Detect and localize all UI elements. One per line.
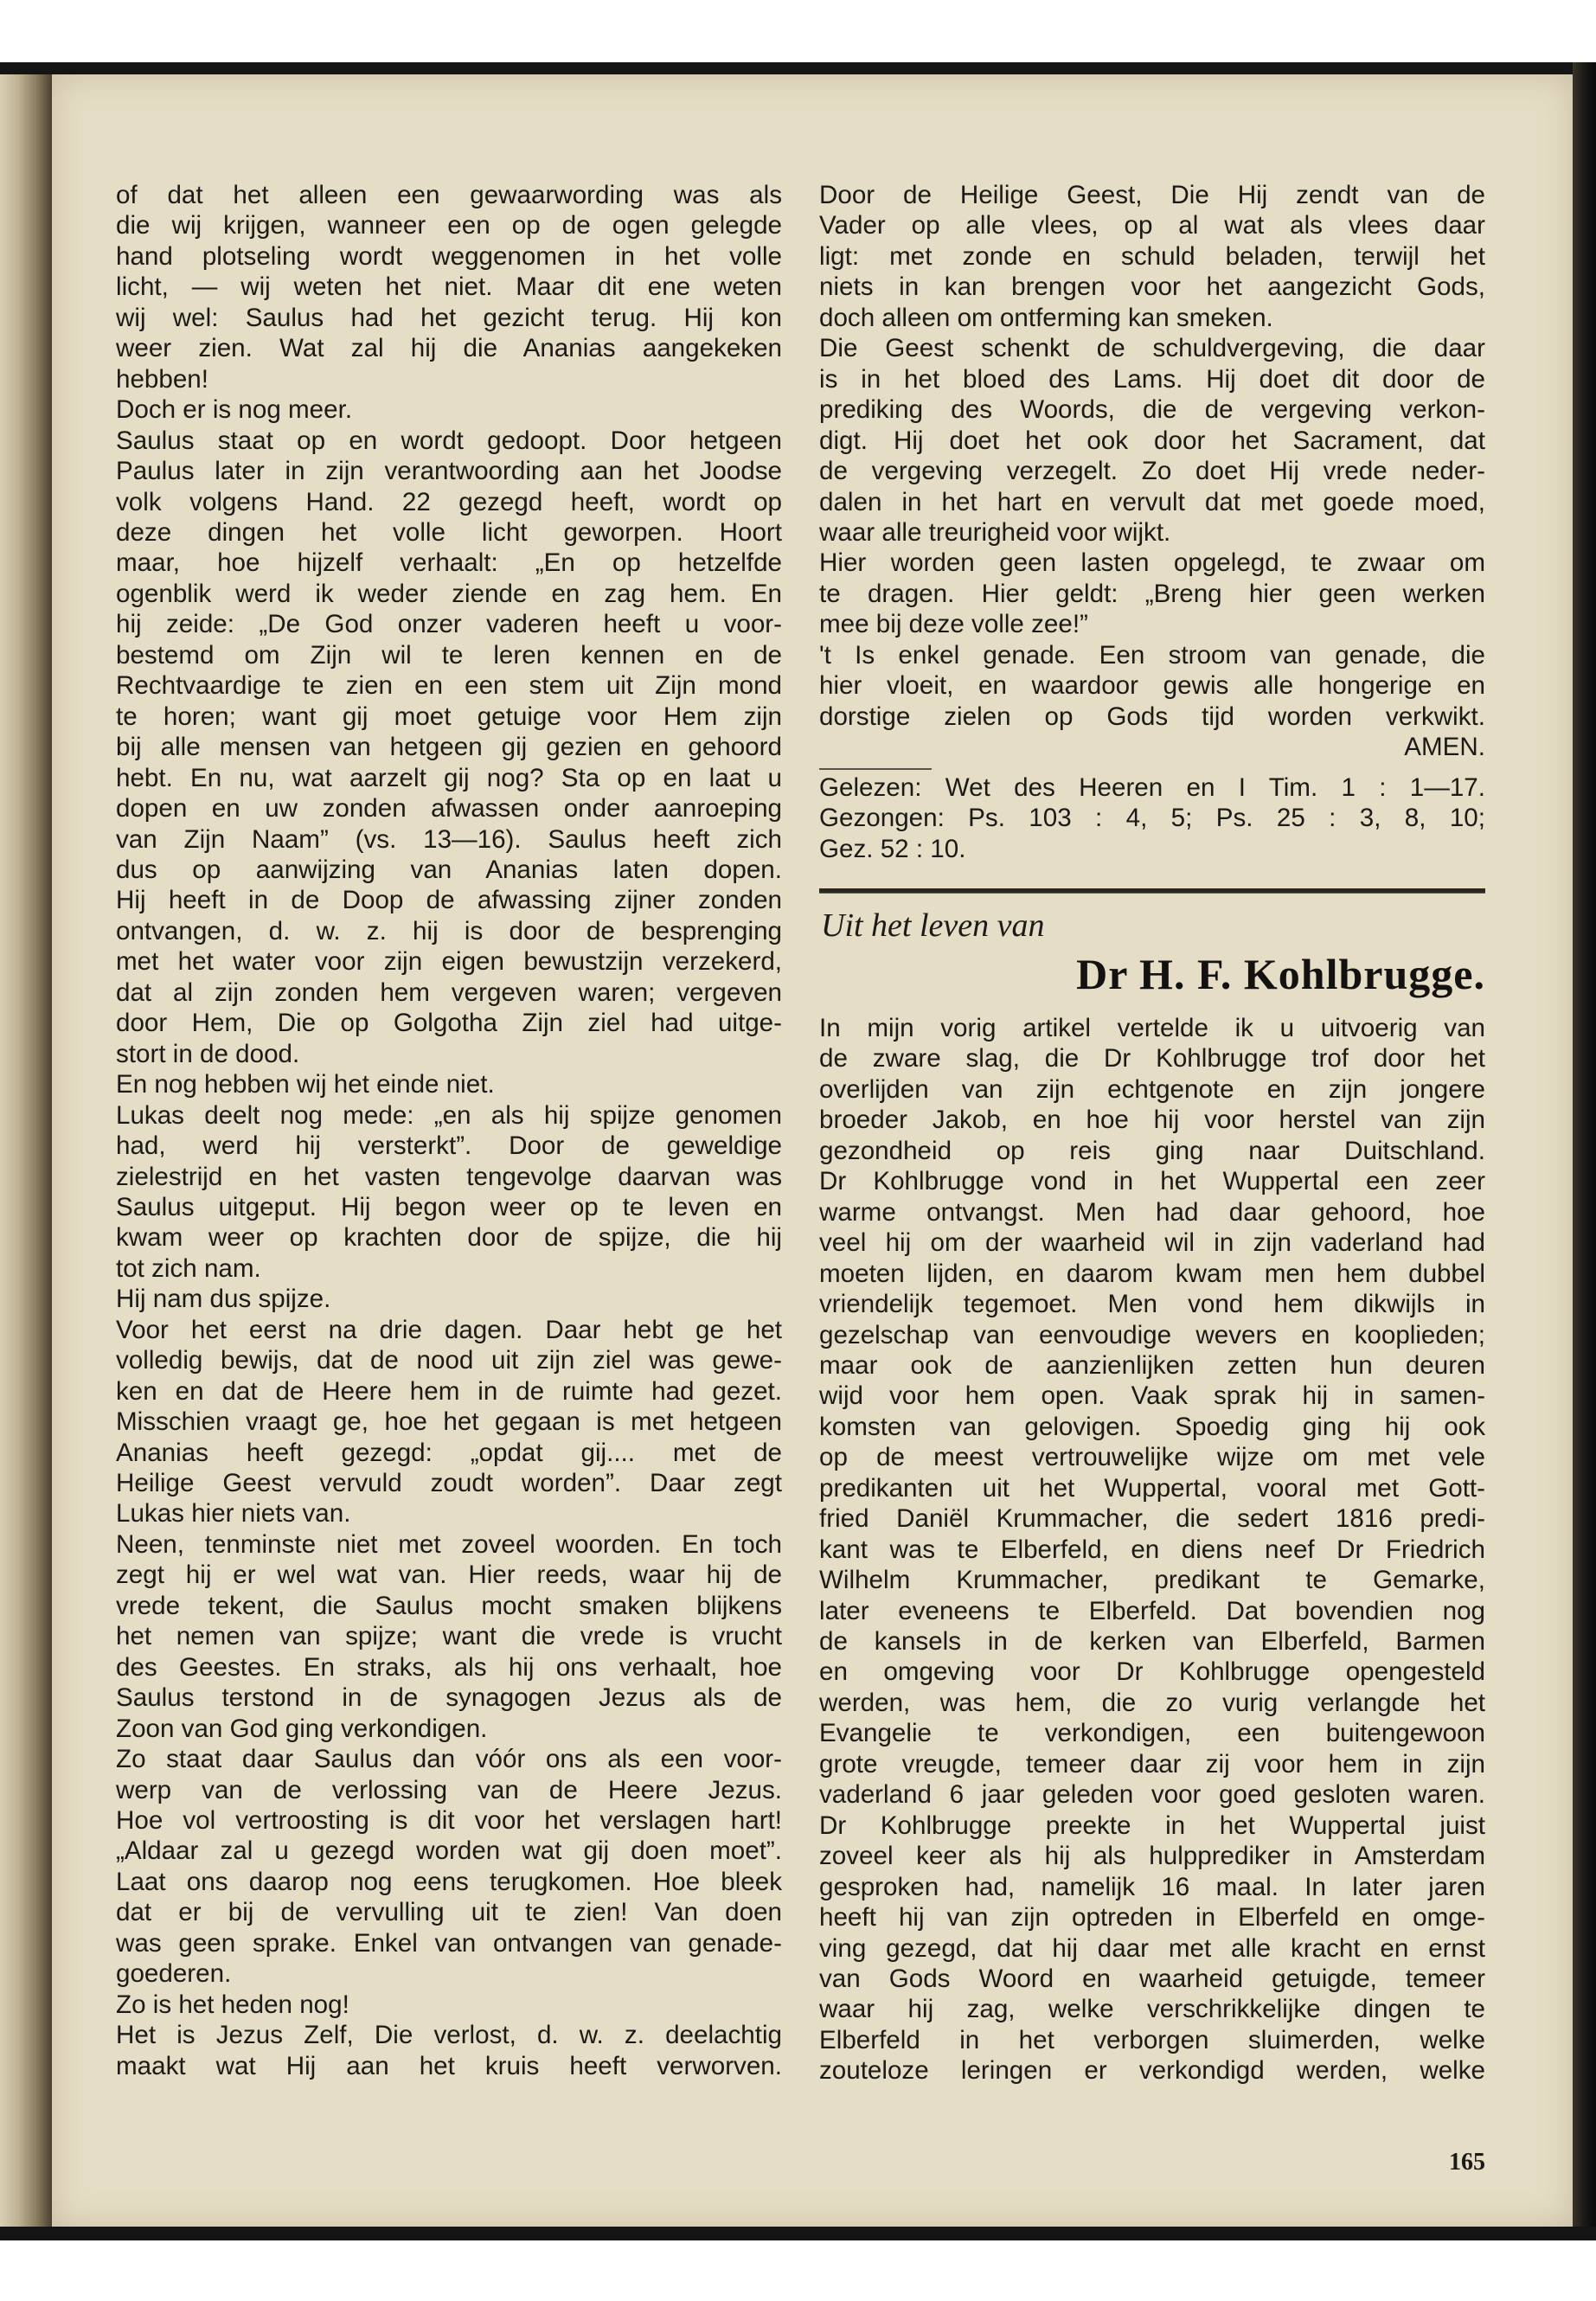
- text-line: kwam weer op krachten door de spijze, die hij: [116, 1223, 782, 1253]
- text-line: goederen.: [116, 1959, 232, 1989]
- text-line: hebt. En nu, wat aarzelt gij nog? Sta op en laat u: [116, 763, 782, 792]
- text-line: Dr Kohlbrugge preekte in het Wuppertal juist: [819, 1811, 1485, 1840]
- text-line: vrede tekent, die Saulus mocht smaken blijkens: [116, 1591, 782, 1620]
- text-line: ving gezegd, dat hij daar met alle kracht en ernst: [819, 1933, 1485, 1963]
- text-line: Die Geest schenkt de schuldvergeving, die daar: [819, 334, 1485, 363]
- text-line: Door de Heilige Geest, Die Hij zendt van de: [819, 181, 1485, 209]
- text-line: te horen; want gij moet getuige voor Hem zijn: [116, 702, 782, 731]
- book-spine-shadow: [0, 74, 52, 2227]
- text-line: was geen sprake. Enkel van ontvangen van genade-: [116, 1928, 782, 1958]
- text-line: of dat het alleen een gewaarwording was als: [116, 181, 782, 209]
- text-line: dopen en uw zonden afwassen onder aanroeping: [116, 794, 782, 824]
- sermon-conclusion: [819, 180, 1485, 732]
- text-line: de zware slag, die Dr Kohlbrugge trof door het: [819, 1044, 1485, 1074]
- text-line: zegt hij er wel wat van. Hier reeds, waar hij de: [116, 1561, 782, 1590]
- text-line: Hij heeft in de Doop de afwassing zijner zonden: [116, 886, 782, 915]
- text-line: hij zeide: „De God onzer vaderen heeft u voor-: [116, 610, 782, 639]
- text-line: grote vreugde, temeer daar zij voor hem in zijn: [819, 1749, 1485, 1779]
- text-line: werp van de verlossing van de Heere Jezus.: [116, 1775, 782, 1804]
- text-line: moeten lijden, en daarom kwam men hem dubbel: [819, 1259, 1485, 1288]
- text-line: waar hij zag, welke verschrikkelijke dingen te: [819, 1995, 1485, 2024]
- text-line: het nemen van spijze; want die vrede is vrucht: [116, 1622, 782, 1651]
- text-line: wij wel: Saulus had het gezicht terug. Hij kon: [116, 303, 782, 332]
- page-number: 165: [1449, 2149, 1485, 2176]
- text-line: volk volgens Hand. 22 gezegd heeft, wordt op: [116, 487, 782, 516]
- text-line: deze dingen het volle licht geworpen. Hoort: [116, 517, 782, 547]
- text-line: dat al zijn zonden hem vergeven waren; vergeven: [116, 977, 782, 1007]
- text-line: Rechtvaardige te zien en een stem uit Zijn mond: [116, 671, 782, 701]
- text-line: Elberfeld in het verborgen sluimerden, welke: [819, 2025, 1485, 2054]
- text-line: volledig bewijs, dat de nood uit zijn ziel was gewe-: [116, 1346, 782, 1375]
- text-line: In mijn vorig artikel vertelde ik u uitvoerig van: [819, 1013, 1485, 1042]
- text-line: Dr Kohlbrugge vond in het Wuppertal een zeer: [819, 1167, 1485, 1196]
- text-line: ogenblik werd ik weder ziende en zag hem. En: [116, 579, 782, 608]
- text-line: Neen, tenminste niet met zoveel woorden. En toch: [116, 1529, 782, 1559]
- text-line: Gelezen: Wet des Heeren en I Tim. 1 : 1—17.: [819, 772, 1485, 802]
- text-line: niets in kan brengen voor het aangezicht Gods,: [819, 272, 1485, 302]
- text-line: die wij krijgen, wanneer een op de ogen gelegde: [116, 211, 782, 240]
- text-line: vaderland 6 jaar geleden voor goed gesloten waren.: [819, 1780, 1485, 1810]
- text-line: En nog hebben wij het einde niet.: [116, 1070, 495, 1099]
- text-line: Gezongen: Ps. 103 : 4, 5; Ps. 25 : 3, 8, 10;: [819, 804, 1485, 833]
- text-line: Heilige Geest vervuld zoudt worden”. Daar zegt: [116, 1469, 782, 1498]
- text-line: Saulus terstond in de synagogen Jezus als de: [116, 1683, 782, 1713]
- article-title: Dr H. F. Kohlbrugge.: [1076, 949, 1485, 998]
- text-line: Vader op alle vlees, op al wat als vlees daar: [819, 211, 1485, 240]
- text-line: Lukas deelt nog mede: „en als hij spijze genomen: [116, 1100, 782, 1130]
- text-line: Doch er is nog meer.: [116, 395, 353, 425]
- text-line: hier vloeit, en waardoor gewis alle hongerige en: [819, 671, 1485, 701]
- text-line: Zo staat daar Saulus dan vóór ons als een voor-: [116, 1745, 782, 1774]
- text-line: door Hem, Die op Golgotha Zijn ziel had uitge-: [116, 1009, 782, 1038]
- text-line: Voor het eerst na drie dagen. Daar hebt ge het: [116, 1315, 782, 1344]
- article-body: [819, 1013, 1485, 2086]
- text-line: predikanten uit het Wuppertal, vooral met Gott-: [819, 1473, 1485, 1503]
- text-line: 't Is enkel genade. Een stroom van genade, die: [819, 640, 1485, 670]
- text-line: overlijden van zijn echtgenote en zijn jongere: [819, 1074, 1485, 1104]
- text-line: later eveneens te Elberfeld. Dat bovendien nog: [819, 1596, 1485, 1625]
- text-line: maar ook de aanzienlijken zetten hun deuren: [819, 1350, 1485, 1380]
- text-line: Zoon van God ging verkondigen.: [116, 1714, 488, 1743]
- text-line: en omgeving voor Dr Kohlbrugge opengesteld: [819, 1657, 1485, 1687]
- text-line: warme ontvangst. Men had daar gehoord, hoe: [819, 1197, 1485, 1227]
- text-line: ligt: met zonde en schuld beladen, terwijl het: [819, 241, 1485, 271]
- text-line: wijd voor hem open. Vaak sprak hij in samen-: [819, 1381, 1485, 1411]
- text-line: zoveel keer als hij als hulpprediker in Amsterdam: [819, 1842, 1485, 1871]
- text-line: broeder Jakob, en hoe hij voor herstel van zijn: [819, 1106, 1485, 1135]
- text-line: prediking des Woords, die de vergeving verkon-: [819, 395, 1485, 425]
- text-line: komsten van gelovigen. Spoedig ging hij ook: [819, 1412, 1485, 1441]
- text-line: Zo is het heden nog!: [116, 1990, 349, 2019]
- text-line: van Zijn Naam” (vs. 13—16). Saulus heeft zich: [116, 824, 782, 854]
- scan-bottom-border: [0, 2227, 1596, 2240]
- text-line: Lukas hier niets van.: [116, 1499, 351, 1529]
- text-line: Misschien vraagt ge, hoe het gegaan is met hetgeen: [116, 1407, 782, 1437]
- text-line: vriendelijk tegemoet. Men vond hem dikwijls in: [819, 1290, 1485, 1319]
- amen-line: AMEN.: [1404, 733, 1485, 762]
- text-line: Hij nam dus spijze.: [116, 1285, 331, 1314]
- text-line: Evangelie te verkondigen, een buitengewoon: [819, 1719, 1485, 1748]
- text-line: Wilhelm Krummacher, predikant te Gemarke,: [819, 1566, 1485, 1595]
- text-line: waar alle treurigheid voor wijkt.: [819, 517, 1171, 547]
- text-line: licht, — wij weten het niet. Maar dit ene weten: [116, 272, 782, 302]
- text-line: weer zien. Wat zal hij die Ananias aangekeken: [116, 334, 782, 363]
- text-line: Saulus uitgeput. Hij begon weer op te leven en: [116, 1192, 782, 1221]
- text-line: bestemd om Zijn wil te leren kennen en de: [116, 640, 782, 670]
- text-line: tot zich nam.: [116, 1253, 261, 1283]
- readings-list: [819, 772, 1485, 864]
- text-line: dalen in het hart en vervult dat met goede moed,: [819, 487, 1485, 516]
- text-line: maakt wat Hij aan het kruis heeft verworven.: [116, 2051, 782, 2080]
- text-line: Saulus staat op en wordt gedoopt. Door hetgeen: [116, 426, 782, 455]
- text-line: kant was te Elberfeld, en diens neef Dr Friedrich: [819, 1535, 1485, 1564]
- text-line: Ananias heeft gezegd: „opdat gij.... met de: [116, 1438, 782, 1467]
- text-line: van Gods Woord en waarheid getuigde, temeer: [819, 1965, 1485, 1994]
- text-line: ontvangen, d. w. z. hij is door de besprenging: [116, 916, 782, 945]
- text-line: Hier worden geen lasten opgelegd, te zwaar om: [819, 548, 1485, 578]
- text-line: hebben!: [116, 364, 208, 394]
- text-line: is in het bloed des Lams. Hij doet dit door de: [819, 364, 1485, 394]
- text-line: gesproken had, namelijk 16 maal. In later jaren: [819, 1872, 1485, 1901]
- text-line: „Aldaar zal u gezegd worden wat gij doen moet”.: [116, 1836, 782, 1866]
- text-line: doch alleen om ontferming kan smeken.: [819, 303, 1273, 332]
- text-line: dus op aanwijzing van Ananias laten dopen.: [116, 855, 782, 884]
- text-line: fried Daniël Krummacher, die sedert 1816 predi-: [819, 1504, 1485, 1534]
- text-line: met het water voor zijn eigen bewustzijn verzekerd,: [116, 947, 782, 977]
- text-line: zouteloze leringen er verkondigd werden, welke: [819, 2056, 1485, 2086]
- text-line: digt. Hij doet het ook door het Sacrament, dat: [819, 426, 1485, 455]
- short-divider: [819, 768, 932, 770]
- section-divider: [819, 888, 1485, 894]
- article-series-title: Uit het leven van: [821, 907, 1045, 944]
- text-line: dat er bij de vervulling uit te zien! Van doen: [116, 1898, 782, 1927]
- text-line: dorstige zielen op Gods tijd worden verkwikt.: [819, 702, 1485, 731]
- text-line: hand plotseling wordt weggenomen in het volle: [116, 241, 782, 271]
- text-line: heeft hij van zijn optreden in Elberfeld en omge-: [819, 1903, 1485, 1932]
- text-line: op de meest vertrouwelijke wijze om met vele: [819, 1443, 1485, 1472]
- scan-top-border: [0, 62, 1596, 74]
- text-line: Paulus later in zijn verantwoording aan het Joodse: [116, 457, 782, 486]
- text-line: de kansels in de kerken van Elberfeld, Barmen: [819, 1627, 1485, 1657]
- right-column: [819, 180, 1485, 2086]
- text-line: Laat ons daarop nog eens terugkomen. Hoe bleek: [116, 1867, 782, 1896]
- text-line: bij alle mensen van hetgeen gij gezien en gehoord: [116, 733, 782, 762]
- text-line: stort in de dood.: [116, 1039, 300, 1068]
- text-line: Het is Jezus Zelf, Die verlost, d. w. z. deelachtig: [116, 2021, 782, 2050]
- left-column: [116, 180, 782, 2081]
- text-line: gezelschap van eenvoudige wevers en kooplieden;: [819, 1320, 1485, 1349]
- text-line: veel hij om der waarheid wil in zijn vaderland had: [819, 1228, 1485, 1258]
- text-line: gezondheid op reis ging naar Duitschland.: [819, 1136, 1485, 1165]
- text-line: te dragen. Hier geldt: „Breng hier geen werken: [819, 579, 1485, 608]
- text-line: maar, hoe hijzelf verhaalt: „En op hetzelfde: [116, 548, 782, 578]
- text-line: zielestrijd en het vasten tengevolge daarvan was: [116, 1162, 782, 1191]
- text-line: had, werd hij versterkt”. Door de geweldige: [116, 1131, 782, 1161]
- text-line: Gez. 52 : 10.: [819, 834, 966, 863]
- text-line: des Geestes. En straks, als hij ons verhaalt, hoe: [116, 1652, 782, 1682]
- text-line: de vergeving verzegelt. Zo doet Hij vrede neder-: [819, 457, 1485, 486]
- text-line: werden, was hem, die zo vurig verlangde het: [819, 1688, 1485, 1717]
- text-line: ken en dat de Heere hem in de ruimte had gezet.: [116, 1376, 782, 1406]
- text-line: mee bij deze volle zee!”: [819, 610, 1088, 639]
- text-line: Hoe vol vertroosting is dit voor het verslagen hart!: [116, 1806, 782, 1836]
- scan-right-border: [1573, 62, 1596, 2240]
